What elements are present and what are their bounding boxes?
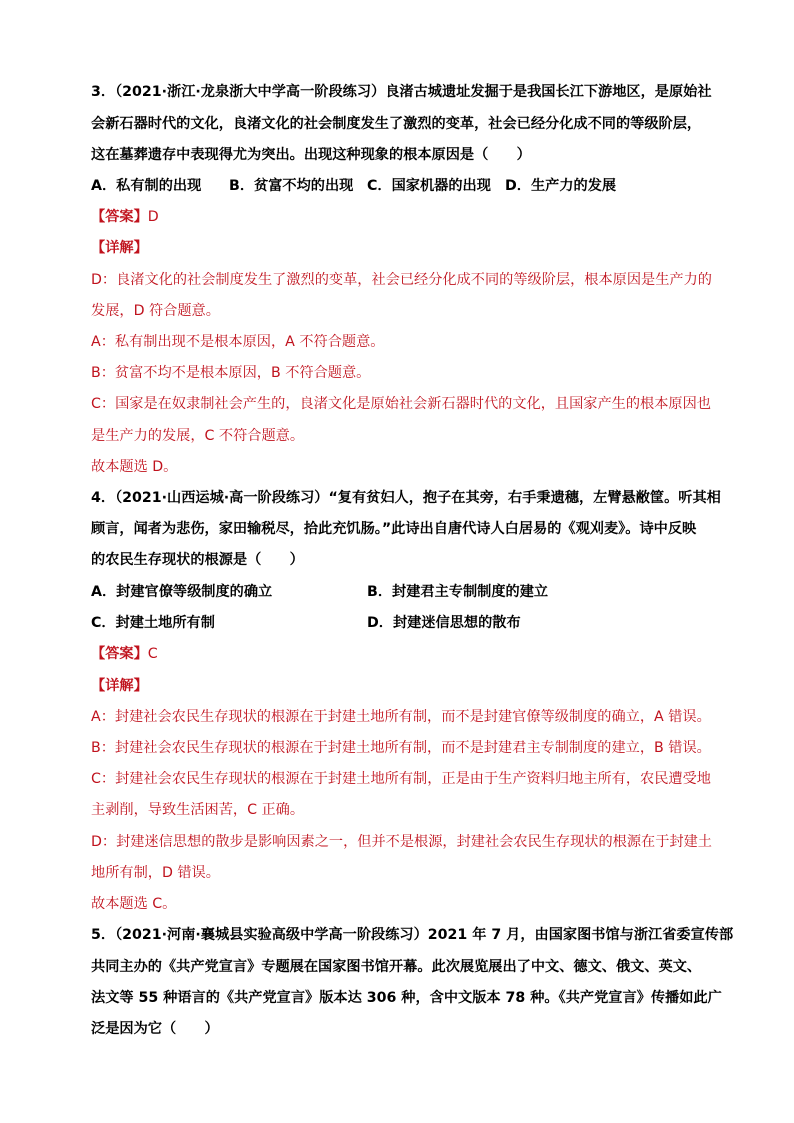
q5-stem-line-1: 5．（2021·河南·襄城县实验高级中学高一阶段练习）2021 年 7 月，由国家图书馆与浙江省委宣传部 (91, 927, 734, 943)
q4-option-b: B．封建君主专制制度的建立 (367, 584, 549, 600)
q3-option-b: B．贫富不均的出现 (229, 178, 354, 194)
q4-stem-line-3: 的农民生存现状的根源是（ ） (91, 552, 304, 568)
q5-stem-line-2: 共同主办的《共产党宣言》专题展在国家图书馆开幕。此次展览展出了中文、德文、俄文、英文、 (91, 959, 702, 975)
q3-explanation-line-4: B：贫富不均不是根本原因，B 不符合题意。 (91, 365, 371, 381)
q3-explanation-line-6: 是生产力的发展，C 不符合题意。 (91, 428, 305, 444)
answer-tag: 【答案】 (91, 646, 148, 662)
q3-stem-line-3: 这在墓葬遗存中表现得尤为突出。出现这种现象的根本原因是（ ） (91, 147, 531, 163)
q3-explanation-line-1: D：良渚文化的社会制度发生了激烈的变革，社会已经分化成不同的等级阶层，根本原因是生产力的 (91, 272, 712, 288)
answer-tag: 【答案】 (91, 209, 148, 225)
q3-conclusion: 故本题选 D。 (91, 459, 178, 475)
q5-stem-line-3: 法文等 55 种语言的《共产党宣言》版本达 306 种，含中文版本 78 种。《共产党宣言》传播如此广 (91, 990, 722, 1006)
q3-explanation-line-2: 发展，D 符合题意。 (91, 303, 220, 319)
answer-value: C (147, 646, 158, 662)
q4-conclusion: 故本题选 C。 (91, 896, 177, 912)
q4-answer (91, 644, 158, 664)
q3-option-a: A．私有制的出现 (91, 178, 202, 194)
q3-option-d: D．生产力的发展 (505, 178, 617, 194)
q3-stem-line-2: 会新石器时代的文化，良渚文化的社会制度发生了激烈的变革，社会已经分化成不同的等级阶层， (91, 116, 702, 132)
q3-detail-tag: 【详解】 (91, 240, 148, 256)
q3-stem-line-1: 3．（2021·浙江·龙泉浙大中学高一阶段练习）良渚古城遗址发掘于是我国长江下游地区，是原始社 (91, 84, 712, 100)
q4-explanation-line-6: 地所有制，D 错误。 (91, 865, 220, 881)
answer-value: D (147, 209, 159, 225)
q4-explanation-line-3: C：封建社会农民生存现状的根源在于封建土地所有制，正是由于生产资料归地主所有，农民遭受地 (91, 771, 711, 787)
q4-option-d: D．封建迷信思想的散布 (367, 615, 521, 631)
q3-explanation-line-3: A：私有制出现不是根本原因，A 不符合题意。 (91, 334, 385, 350)
q4-detail-tag: 【详解】 (91, 678, 148, 694)
q3-option-c: C．国家机器的出现 (367, 178, 491, 194)
q4-option-a: A．封建官僚等级制度的确立 (91, 584, 273, 600)
q4-stem-line-2: 顾言，闻者为悲伤，家田输税尽，拾此充饥肠。”此诗出自唐代诗人白居易的《观刈麦》。诗中反映 (91, 521, 697, 537)
q3-explanation-line-5: C：国家是在奴隶制社会产生的，良渚文化是原始社会新石器时代的文化，且国家产生的根本原因也 (91, 396, 711, 412)
q4-explanation-line-2: B：封建社会农民生存现状的根源在于封建土地所有制，而不是封建君主专制制度的建立，B 错误。 (91, 740, 711, 756)
q5-stem-line-4: 泛是因为它（ ） (91, 1021, 219, 1037)
q4-explanation-line-5: D：封建迷信思想的散步是影响因素之一，但并不是根源，封建社会农民生存现状的根源在于封建土 (91, 834, 712, 850)
q3-answer (91, 207, 159, 227)
q4-option-c: C．封建土地所有制 (91, 615, 215, 631)
q4-explanation-line-4: 主剥削，导致生活困苦，C 正确。 (91, 802, 305, 818)
q4-stem-line-1: 4．（2021·山西运城·高一阶段练习）“复有贫妇人，抱子在其旁，右手秉遗穗，左臂悬敝筐。听其相 (91, 490, 721, 506)
q4-explanation-line-1: A：封建社会农民生存现状的根源在于封建土地所有制，而不是封建官僚等级制度的确立，A 错误。 (91, 709, 711, 725)
